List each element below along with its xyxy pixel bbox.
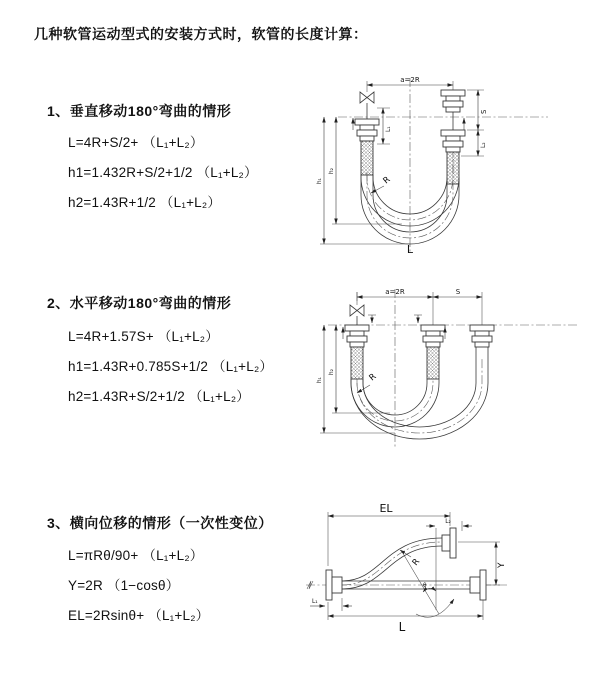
right-pipe-fitting-upper xyxy=(441,81,465,130)
right-pipe-fitting-displaced xyxy=(470,292,494,355)
section3-formula-Y: Y=2R （1−cosθ） xyxy=(68,578,180,593)
hose-curves xyxy=(351,355,488,439)
dim-label-s: S xyxy=(455,288,461,296)
dimension-l xyxy=(328,600,483,634)
dim-label-l2: L₂ xyxy=(481,142,487,148)
diagram-lateral-displacement xyxy=(298,498,598,643)
right-flange-original xyxy=(470,570,486,600)
dim-label-a2r: a=2R xyxy=(400,76,420,84)
swing-arrow xyxy=(416,599,454,617)
dim-label-h2: h₂ xyxy=(329,369,335,375)
left-pipe-fitting xyxy=(355,119,379,175)
length-label: L xyxy=(406,243,414,256)
dim-label-y: Y xyxy=(497,562,507,568)
section2-formula-L: L=4R+1.57S+ （L₁+L₂） xyxy=(68,329,219,344)
braided-hose-section xyxy=(427,347,439,379)
angle-label: θ xyxy=(423,583,427,589)
radius-label: R xyxy=(410,556,423,568)
section1-heading: 1、垂直移动180°弯曲的情形 xyxy=(47,103,232,119)
dim-label-l: L xyxy=(398,620,406,634)
radius-label: R xyxy=(381,174,393,187)
radius-callout xyxy=(371,175,393,193)
braided-hose-section xyxy=(351,347,363,379)
middle-pipe-fitting xyxy=(421,292,445,379)
dim-label-h1: h₁ xyxy=(317,178,323,184)
dim-label-h1: h₁ xyxy=(317,377,323,383)
braided-hose-section xyxy=(447,152,459,184)
right-flange-displaced xyxy=(442,528,456,558)
angle-theta xyxy=(416,583,454,617)
dimension-a2r xyxy=(367,76,453,85)
right-pipe-fitting-lower xyxy=(441,130,465,184)
dimension-s xyxy=(461,90,488,156)
dim-label-l1: L₁ xyxy=(386,126,392,132)
dimension-l2 xyxy=(426,519,472,531)
left-flange xyxy=(326,570,342,600)
section2-formula-h1: h1=1.43R+0.785S+1/2 （L₁+L₂） xyxy=(68,359,274,374)
dimension-s xyxy=(433,288,482,297)
dim-label-a2r: a=2R xyxy=(385,288,405,296)
diagram-vertical-180-bend xyxy=(310,72,600,257)
section3-formula-L: L=πRθ/90+ （L₁+L₂） xyxy=(68,548,204,563)
section2-heading: 2、水平移动180°弯曲的情形 xyxy=(47,295,232,311)
dim-label-h2: h₂ xyxy=(329,168,335,174)
radius-callout xyxy=(400,550,422,568)
section1-formula-h2: h2=1.43R+1/2 （L₁+L₂） xyxy=(68,195,222,210)
left-pipe-fitting xyxy=(345,325,369,379)
section3-heading: 3、横向位移的情形（一次性变位） xyxy=(47,515,273,531)
section1-formula-h1: h1=1.432R+S/2+1/2 （L₁+L₂） xyxy=(68,165,258,180)
diagram-horizontal-180-bend xyxy=(310,283,600,453)
dimension-a2r xyxy=(357,288,433,301)
dim-label-el: EL xyxy=(379,502,393,515)
section2-formula-h2: h2=1.43R+S/2+1/2 （L₁+L₂） xyxy=(68,389,250,404)
section1-formula-L: L=4R+S/2+ （L₁+L₂） xyxy=(68,135,204,150)
dim-label-l2: L₂ xyxy=(445,519,451,525)
dim-label-l1: L₁ xyxy=(312,599,318,605)
braided-hose-section xyxy=(361,141,373,175)
dim-label-s: S xyxy=(480,109,488,114)
section3-formula-EL: EL=2Rsinθ+ （L₁+L₂） xyxy=(68,608,210,623)
radius-line xyxy=(401,550,439,614)
radius-label: R xyxy=(367,371,379,384)
valve-icon xyxy=(360,81,374,119)
page-title: 几种软管运动型式的安装方式时，软管的长度计算： xyxy=(34,26,368,42)
dimension-l1 xyxy=(377,108,392,144)
